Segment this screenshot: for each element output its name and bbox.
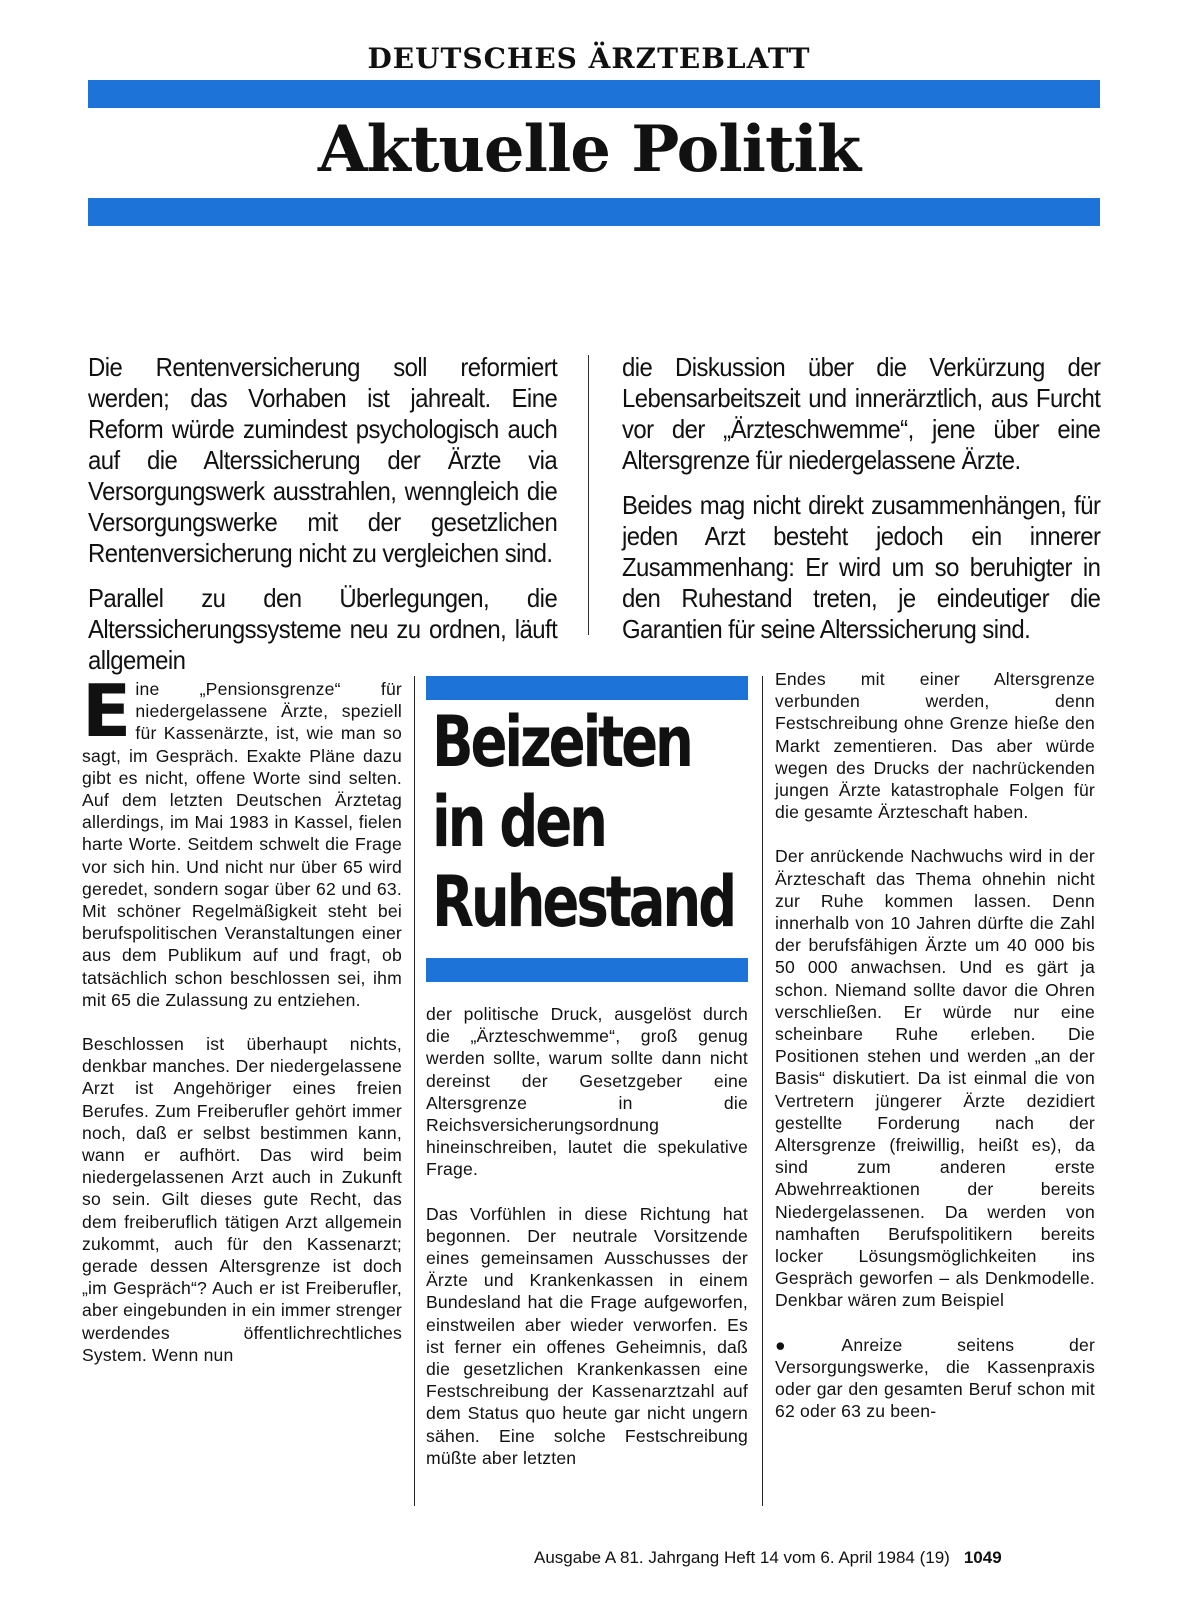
article-paragraph [82, 669, 402, 1011]
edition-info: Ausgabe A 81. Jahrgang Heft 14 vom 6. April 1984 (19) [534, 1548, 950, 1567]
headline-bar-bottom [426, 958, 748, 982]
article-paragraph: Endes mit einer Altersgrenze verbunden werden, denn Festschreibung ohne Grenze hieße den Markt zementieren. Das aber würde wegen des Drucks der nachrückenden jungen Ärzte katastrophale Folgen für die gesamte Ärzteschaft haben. [775, 669, 1095, 823]
article-paragraph: Beschlossen ist überhaupt nichts, denkbar manches. Der niedergelassene Arzt ist Angehöriger eines freien Berufes. Zum Freiberufler gehört immer noch, daß er selbst bestimmen kann, wann er aufhört. Das wird beim niedergelassenen Arzt auch in Zukunft so sein. Gilt dieses gute Recht, das dem freiberuflich tätigen Arzt allgemein zukommt, auch für den Kassenarzt; gerade dessen Altersgrenze ist doch „im Gespräch“? Auch er ist Freiberufler, aber eingebunden in ein immer strenger werdendes öffentlichrechtliches System. Wenn nun [82, 1034, 402, 1365]
intro-paragraph: Parallel zu den Überlegungen, die Alterssicherungssysteme neu zu ordnen, läuft allgemein [88, 583, 558, 675]
article-text: ine „Pensionsgrenze“ für niedergelassene Ärzte, speziell für Kassenärzte, ist, wie man so sagt, im Gespräch. Exakte Pläne dazu gibt es nicht, offene Worte sind selten. Auf dem letzten Deutschen Ärztetag allerdings, im Mai 1983 in Kassel, fielen harte Worte. Seitdem schwelt die Frage vor sich hin. Und nicht nur über 65 wird geredet, sondern sogar über 62 und 63. Mit schöner Regelmäßigkeit steht bei berufspolitischen Veranstaltungen einer aus dem Publikum auf und fragt, ob tatsächlich schon beschlossen sei, ihm mit 65 die Zulassung zu entziehen. [82, 679, 402, 1010]
intro-paragraph: die Diskussion über die Verkürzung der Lebensarbeitszeit und innerärztlich, aus Furcht vor der „Ärzteschwemme“, jene über eine Altersgrenze für niedergelassene Ärzte. [622, 352, 1101, 475]
masthead: DEUTSCHES ÄRZTEBLATT [367, 42, 811, 75]
article-column-2 [426, 1003, 748, 1491]
article-paragraph: Das Vorfühlen in diese Richtung hat begonnen. Der neutrale Vorsitzende eines gemeinsamen Ausschusses der Ärzte und Krankenkassen in einem Bundesland hat die Frage aufgeworfen, einstweilen aber wieder verworfen. Es ist ferner ein offenes Geheimnis, daß die gesetzlichen Krankenkassen eine Festschreibung der Kassenarztzahl auf dem Status quo heute gar nicht ungern sähen. Eine solche Festschreibung müßte aber letzten [426, 1203, 748, 1468]
intro-left [88, 352, 557, 690]
headline-box [426, 676, 748, 986]
article-paragraph: Der anrückende Nachwuchs wird in der Ärzteschaft das Thema ohnehin nicht zur Ruhe kommen lassen. Denn innerhalb von 10 Jahren dürfte die Zahl der berufsfähigen Ärzte um 40 000 bis 50 000 anwachsen. Und es gärt ja schon. Niemand sollte davor die Ohren verschließen. Er würde nur eine scheinbare Ruhe erleben. Die Positionen stehen und werden „an der Basis“ diskutiert. Da ist einmal die von Vertretern jüngerer Ärzte dezidiert gestellte Forderung nach der Altersgrenze (freiwillig, heißt es), da sind zum anderen erste Abwehrreaktionen der bereits Niedergelassenen. Da werden von namhaften Berufspolitikern bereits locker Lösungsmöglichkeiten ins Gespräch geworfen – als Denkmodelle. Denkbar wären zum Beispiel [775, 846, 1095, 1311]
accent-bar-bottom [88, 198, 1100, 226]
headline-bar-top [426, 676, 748, 700]
page-footer [534, 1548, 1104, 1568]
accent-bar-top [88, 80, 1100, 108]
page-number: 1049 [963, 1548, 1002, 1567]
intro-divider [588, 355, 589, 635]
article-column-3 [775, 668, 1095, 1445]
column-divider [414, 676, 415, 1506]
intro-right [622, 352, 1100, 659]
intro-paragraph: Die Rentenversicherung soll reformiert werden; das Vorhaben ist jahrealt. Eine Reform würde zumindest psychologisch auch auf die Alterssicherung der Ärzte via Versorgungswerk ausstrahlen, wenngleich die Versorgungswerke mit der gesetzlichen Rentenversicherung nicht zu vergleichen sind. [88, 352, 558, 568]
drop-cap: E [82, 669, 132, 753]
section-title: Aktuelle Politik [317, 112, 861, 187]
article-paragraph: der politische Druck, ausgelöst durch die „Ärzteschwemme“, groß genug werden sollte, warum sollte dann nicht dereinst der Gesetzgeber eine Altersgrenze in die Reichsversicherungsordnung hineinschreiben, lautet die spekulative Frage. [426, 1004, 748, 1180]
bullet-item: ● Anreize seitens der Versorgungswerke, die Kassenpraxis oder gar den gesamten Beruf schon mit 62 oder 63 zu been- [775, 1334, 1095, 1423]
intro-paragraph: Beides mag nicht direkt zusammenhängen, für jeden Arzt besteht jedoch ein innerer Zusammenhang: Er wird um so beruhigter in den Ruhestand treten, je eindeutiger die Garantien für seine Alterssicherung sind. [622, 490, 1101, 644]
article-column-1 [82, 669, 402, 1388]
column-divider [762, 676, 763, 1506]
headline: Beizeiten in den Ruhestand [432, 701, 735, 943]
